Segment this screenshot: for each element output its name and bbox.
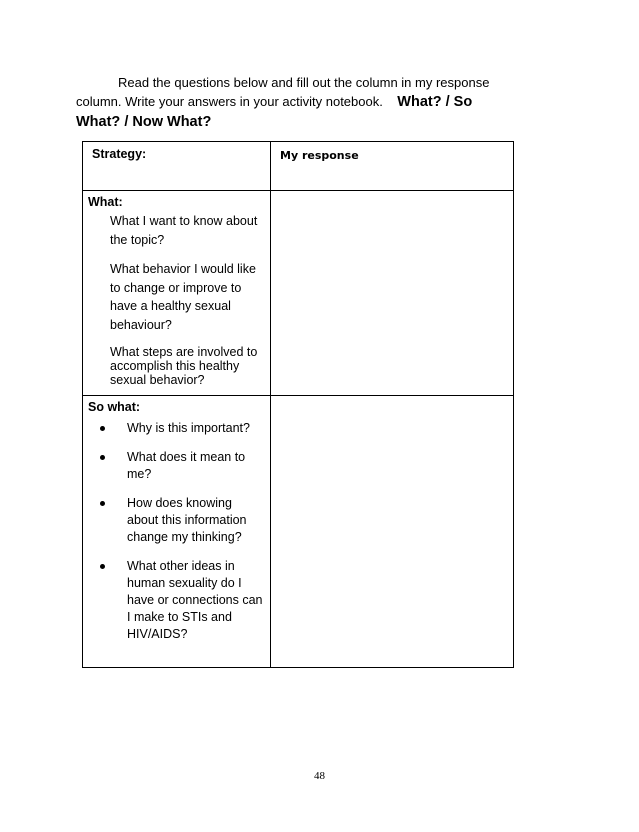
- list-item: [100, 420, 264, 437]
- table-header-row: [83, 142, 514, 191]
- strategy-table: [82, 141, 514, 668]
- list-item-text: How does knowing about this information change my thinking?: [127, 496, 247, 544]
- list-item: [100, 558, 264, 643]
- response-header: My response: [280, 149, 359, 162]
- instructions-emphasis: What? / So What? / Now What?: [76, 94, 473, 130]
- so-what-list: [83, 414, 270, 643]
- page-number: 48: [314, 770, 325, 782]
- what-questions: [83, 209, 270, 387]
- what-question: What I want to know about the topic?: [110, 214, 258, 247]
- strategy-header: Strategy:: [92, 147, 147, 161]
- instructions: [76, 73, 516, 132]
- so-what-strategy-cell: [83, 396, 271, 668]
- strategy-header-cell: [83, 142, 271, 191]
- bullet-icon: [100, 501, 105, 506]
- what-title: What:: [88, 195, 123, 209]
- response-header-cell: [271, 142, 514, 191]
- so-what-row: [83, 396, 514, 668]
- bullet-icon: [100, 564, 105, 569]
- so-what-title: So what:: [88, 400, 141, 414]
- instructions-text: Read the questions below and fill out the column in my response column. Write your answers in your activity notebook.: [76, 75, 490, 109]
- bullet-icon: [100, 426, 105, 431]
- list-item: [100, 449, 264, 483]
- list-item-text: What does it mean to me?: [127, 450, 246, 481]
- list-item-text: Why is this important?: [127, 421, 250, 435]
- list-item: [100, 495, 264, 546]
- bullet-icon: [100, 455, 105, 460]
- what-question: What steps are involved to accomplish this healthy sexual behavior?: [110, 345, 258, 387]
- so-what-response-cell[interactable]: [271, 396, 514, 668]
- what-question: What behavior I would like to change or improve to have a healthy sexual behaviour?: [110, 262, 256, 332]
- what-strategy-cell: [83, 191, 271, 396]
- what-row: [83, 191, 514, 396]
- what-response-cell[interactable]: [271, 191, 514, 396]
- list-item-text: What other ideas in human sexuality do I have or connections can I make to STIs and HIV/AIDS?: [127, 559, 263, 641]
